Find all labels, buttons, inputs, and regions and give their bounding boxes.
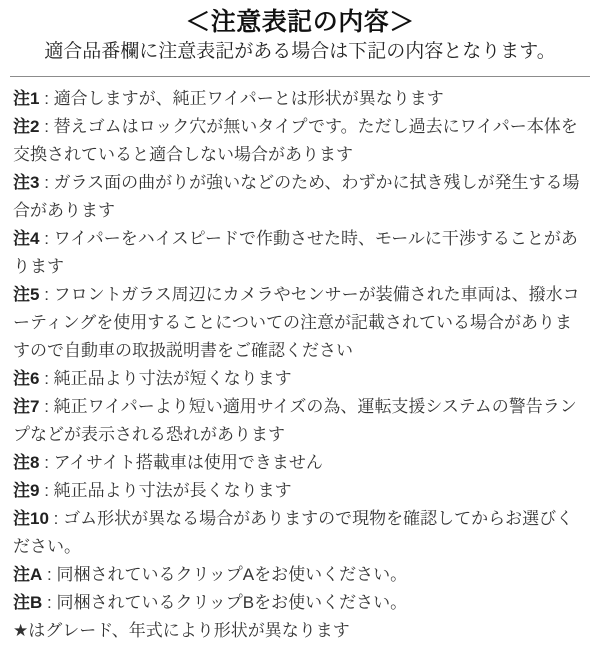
- note-separator: :: [39, 397, 54, 416]
- note-item: [13, 169, 587, 225]
- note-text: アイサイト搭載車は使用できません: [53, 453, 323, 472]
- note-label: 注2: [13, 117, 40, 136]
- note-separator: :: [39, 117, 54, 136]
- note-separator: :: [42, 565, 57, 584]
- note-item: [13, 113, 587, 169]
- note-label: 注B: [13, 593, 43, 612]
- note-text: 替えゴムはロック穴が無いタイプです。ただし過去にワイパー本体を交換されていると適合しない場合があります: [13, 117, 578, 164]
- note-item: [13, 505, 587, 561]
- note-label: 注7: [13, 397, 40, 416]
- note-separator: :: [39, 453, 54, 472]
- note-separator: :: [39, 369, 54, 388]
- note-separator: :: [39, 481, 54, 500]
- note-separator: :: [39, 89, 54, 108]
- note-label: 注3: [13, 173, 40, 192]
- note-label: 注A: [13, 565, 43, 584]
- note-separator: :: [48, 509, 64, 528]
- note-item: [13, 85, 587, 113]
- note-label: 注1: [13, 89, 40, 108]
- note-item: [13, 225, 587, 281]
- note-item: [13, 561, 587, 589]
- notes-list: [13, 85, 587, 617]
- note-item: [13, 393, 587, 449]
- note-text: 同梱されているクリップAをお使いください。: [56, 565, 408, 584]
- note-separator: :: [39, 229, 54, 248]
- note-text: 適合しますが、純正ワイパーとは形状が異なります: [53, 89, 444, 108]
- note-separator: :: [42, 593, 57, 612]
- note-label: 注8: [13, 453, 40, 472]
- footnote: ★はグレード、年式により形状が異なります: [13, 621, 350, 640]
- divider: [10, 76, 590, 77]
- note-separator: :: [39, 285, 54, 304]
- note-text: ワイパーをハイスピードで作動させた時、モールに干渉することがあります: [13, 229, 578, 276]
- note-separator: :: [39, 173, 54, 192]
- page-subtitle: 適合品番欄に注意表記がある場合は下記の内容となります。: [44, 41, 556, 62]
- page-title: ＜注意表記の内容＞: [185, 8, 415, 36]
- note-text: ガラス面の曲がりが強いなどのため、わずかに拭き残しが発生する場合があります: [13, 173, 580, 220]
- note-text: 純正品より寸法が長くなります: [53, 481, 292, 500]
- note-label: 注4: [13, 229, 40, 248]
- note-item: [13, 281, 587, 365]
- note-label: 注5: [13, 285, 40, 304]
- note-label: 注6: [13, 369, 40, 388]
- note-label: 注10: [13, 509, 49, 528]
- note-item: [13, 589, 587, 617]
- note-item: [13, 449, 587, 477]
- note-text: ゴム形状が異なる場合がありますので現物を確認してからお選びください。: [13, 509, 574, 556]
- note-item: [13, 477, 587, 505]
- note-text: 同梱されているクリップBをお使いください。: [56, 593, 408, 612]
- note-text: 純正品より寸法が短くなります: [53, 369, 292, 388]
- note-text: 純正ワイパーより短い適用サイズの為、運転支援システムの警告ランプなどが表示される恐れがあります: [13, 397, 577, 444]
- note-item: [13, 365, 587, 393]
- note-label: 注9: [13, 481, 40, 500]
- note-text: フロントガラス周辺にカメラやセンサーが装備された車両は、撥水コーティングを使用することについての注意が記載されている場合がありますので自動車の取扱説明書をご確認ください: [13, 285, 580, 360]
